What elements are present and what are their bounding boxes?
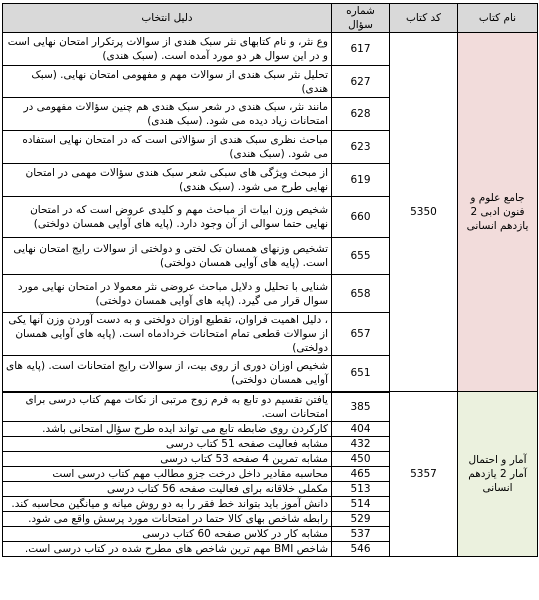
reason-text: از مبحث ویژگی های سبکی شعر سبک هندی سؤالات مهمی در امتحان نهایی طرح می شود. (سبک هندی) — [3, 164, 332, 197]
question-number: 657 — [332, 313, 390, 356]
reason-text: وع نثر، و نام کتابهای نثر سبک هندی از سوالات پرتکرار امتحان نهایی است و در این سوال هر دو مورد آمده است. (سبک هندی) — [3, 33, 332, 66]
header-book-name: نام کتاب — [458, 4, 538, 33]
book-code-cell: 5350 — [390, 33, 458, 392]
reason-text: مشابه فعالیت صفحه 51 کتاب درسی — [3, 436, 332, 451]
question-number: 404 — [332, 421, 390, 436]
question-number: 513 — [332, 481, 390, 496]
reason-text: ، دلیل اهمیت فراوان، تقطیع اوزان دولختی و به دست آوردن وزن آنها یکی از سوالات قطعی تمام امتحانات خردادماه است. (پایه های آوایی همسان دولختی) — [3, 313, 332, 356]
reason-text: مشابه تمرین 4 صفحه 53 کتاب درسی — [3, 451, 332, 466]
header-row — [3, 4, 538, 33]
question-number: 529 — [332, 511, 390, 526]
reason-text: شاخص BMI مهم ترین شاخص های مطرح شده در کتاب درسی است. — [3, 541, 332, 556]
reason-text: شخیص اوزان دوری از روی بیت، از سوالات رایج امتحانات است. (پایه های آوایی همسان دولختی) — [3, 356, 332, 392]
question-number: 619 — [332, 164, 390, 197]
header-question-number: شماره سؤال — [332, 4, 390, 33]
reason-text: کارکردن روی ضابطه تابع می تواند ایده طرح سؤال امتحانی باشد. — [3, 421, 332, 436]
book-name-cell: جامع علوم و فنون ادبی 2 یازدهم انسانی — [458, 33, 538, 392]
reason-text: مکملی خلاقانه برای فعالیت صفحه 56 کتاب درسی — [3, 481, 332, 496]
reason-text: دانش آموز باید بتواند خط فقر را به دو روش میانه و میانگین محاسبه کند. — [3, 496, 332, 511]
reason-text: مانند نثر، سبک هندی در شعر سبک هندی هم چنین سؤالات مفهومی در امتحانات زیاد دیده می شود. (سبک هندی) — [3, 98, 332, 131]
reason-text: تشخیص وزنهای همسان تک لختی و دولختی از سوالات رایج امتحان نهایی است. (پایه های آوایی همسان دولختی) — [3, 238, 332, 275]
reason-text: رابطه شاخص بهای کالا حتما در امتحانات مورد پرسش واقع می شود. — [3, 511, 332, 526]
question-number: 514 — [332, 496, 390, 511]
question-number: 546 — [332, 541, 390, 556]
reason-text: یافتن تقسیم دو تابع به فرم زوج مرتبی از نکات مهم کتاب درسی برای امتحانات است. — [3, 392, 332, 422]
question-number: 627 — [332, 66, 390, 98]
question-number: 655 — [332, 238, 390, 275]
question-number: 651 — [332, 356, 390, 392]
question-number: 623 — [332, 131, 390, 164]
question-number: 537 — [332, 526, 390, 541]
reason-text: شخیص وزن ابیات از مباحث مهم و کلیدی عروض است که در امتحان نهایی حتما سوالی از آن وجود دارد. (پایه های آوایی همسان دولختی) — [3, 197, 332, 238]
reason-text: مباحث نظری سبک هندی از سؤالاتی است که در امتحان نهایی استفاده می شود. (سبک هندی) — [3, 131, 332, 164]
question-number: 658 — [332, 275, 390, 313]
table-row — [3, 392, 538, 422]
question-number: 465 — [332, 466, 390, 481]
question-number: 432 — [332, 436, 390, 451]
question-number: 660 — [332, 197, 390, 238]
question-number: 385 — [332, 392, 390, 422]
selection-table — [2, 3, 538, 557]
question-number: 617 — [332, 33, 390, 66]
reason-text: تحلیل نثر سبک هندی از سوالات مهم و مفهومی امتحان نهایی. (سبک هندی) — [3, 66, 332, 98]
table-row — [3, 33, 538, 66]
reason-text: شنایی با تحلیل و دلایل مباحث عروضی نثر معمولا در امتحان نهایی مورد سوال قرار می گیرد. (پایه های آوایی همسان دولختی) — [3, 275, 332, 313]
reason-text: محاسبه مقادیر داخل درخت جزو مطالب مهم کتاب درسی است — [3, 466, 332, 481]
header-reason: دلیل انتخاب — [3, 4, 332, 33]
book-code-cell: 5357 — [390, 392, 458, 557]
book-name-cell: آمار و احتمال آمار 2 یازدهم انسانی — [458, 392, 538, 557]
header-book-code: کد کتاب — [390, 4, 458, 33]
question-number: 628 — [332, 98, 390, 131]
reason-text: مشابه کار در کلاس صفحه 60 کتاب درسی — [3, 526, 332, 541]
question-number: 450 — [332, 451, 390, 466]
